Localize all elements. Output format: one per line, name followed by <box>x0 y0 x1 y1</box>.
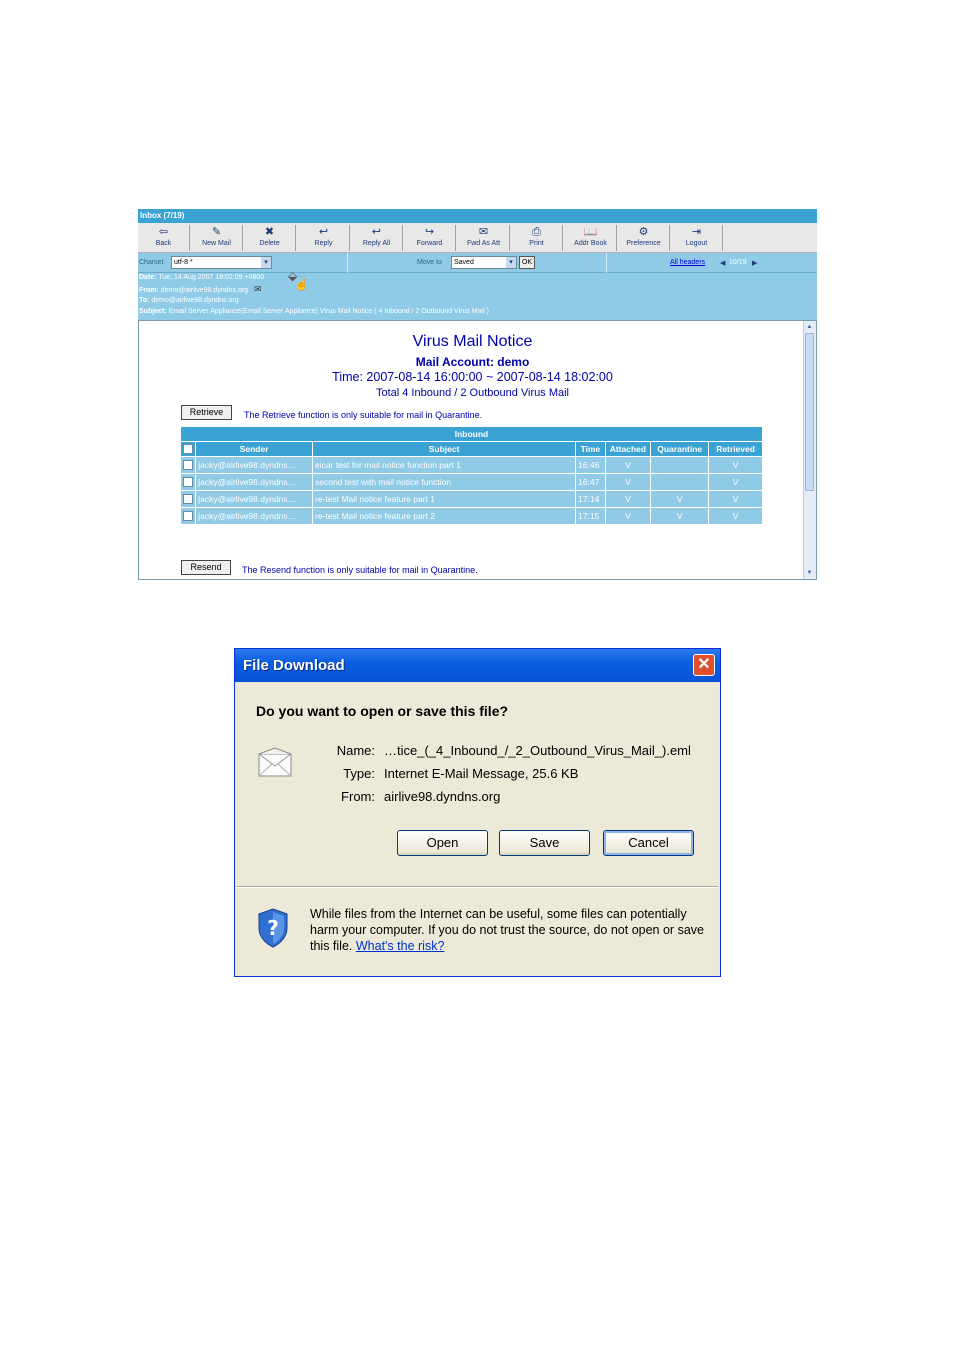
mail-account: Mail Account: demo <box>415 355 530 369</box>
cell-time: 16:47 <box>576 474 605 491</box>
cell-attached: V <box>605 508 651 525</box>
select-all-checkbox[interactable] <box>181 442 196 457</box>
new-mail-button[interactable]: ✎ New Mail <box>191 225 243 251</box>
forward-button[interactable]: ↪ Forward <box>404 225 456 251</box>
chevron-down-icon: ▾ <box>261 257 271 268</box>
cell-sender: jacky@airlive98.dyndns.... <box>196 508 313 525</box>
print-icon: ⎙ <box>532 226 541 238</box>
resend-button[interactable]: Resend <box>181 560 231 575</box>
divider <box>237 886 718 888</box>
dialog-titlebar <box>235 649 720 682</box>
cell-retrieved: V <box>709 457 763 474</box>
security-warning: While files from the Internet can be useful, some files can potentially harm your computer. If you do not trust the source, do not open or save this file. What's the risk? <box>310 907 704 953</box>
scroll-down-icon[interactable]: ▼ <box>806 570 813 576</box>
cell-attached: V <box>605 491 651 508</box>
forward-icon: ↪ <box>424 226 435 238</box>
table-row <box>181 508 763 525</box>
new-mail-icon: ✎ <box>211 226 222 238</box>
move-ok-button[interactable]: OK <box>519 256 535 269</box>
header-to: demo@airlive98.dyndns.org <box>151 297 239 305</box>
col-subject: Subject <box>313 442 576 457</box>
cell-quarantine: V <box>651 491 709 508</box>
cell-sender: jacky@airlive98.dyndns.... <box>196 474 313 491</box>
charset-label: Charset <box>139 259 164 266</box>
col-retrieved: Retrieved <box>709 442 763 457</box>
file-type: Internet E-Mail Message, 25.6 KB <box>384 766 579 781</box>
reply-all-icon: ↩ <box>371 226 382 238</box>
reply-icon: ↩ <box>318 226 329 238</box>
move-to-select[interactable]: Saved ▾ <box>451 256 517 269</box>
table-row <box>181 474 763 491</box>
header-date: Tue, 14 Aug 2007 18:02:09 +0800 <box>158 274 265 281</box>
message-headers: Date: Tue, 14 Aug 2007 18:02:09 +0800 ⬙ ☝ From: demo@airlive98.dyndns.org ✉ To: demo@airlive98.dyndns.org Subject: Email Server Appliance(Email Server Appliance) Virus Mail Notice ( 4 Inbound / 2 Outbound Virus Mail ) <box>138 273 817 320</box>
prev-page-icon[interactable]: ◀ <box>720 260 726 267</box>
row-checkbox[interactable] <box>181 457 196 474</box>
row-checkbox[interactable] <box>181 491 196 508</box>
mail-toolbar <box>138 223 817 253</box>
cell-subject[interactable]: re-test Mail notice feature part 2 <box>313 508 576 525</box>
close-icon[interactable]: ✕ <box>693 654 715 676</box>
cell-attached: V <box>605 474 651 491</box>
cell-retrieved: V <box>709 474 763 491</box>
notice-total: Total 4 Inbound / 2 Outbound Virus Mail <box>375 387 570 399</box>
delete-icon: ✖ <box>264 226 275 238</box>
options-bar <box>138 253 817 273</box>
back-arrow-icon: ⇦ <box>158 226 169 238</box>
save-button[interactable]: Save <box>499 830 590 856</box>
reply-button[interactable]: ↩ Reply <box>298 225 350 251</box>
col-sender: Sender <box>196 442 313 457</box>
addr-book-button[interactable]: 📖 Addr Book <box>565 225 617 251</box>
logout-button[interactable]: ⇥ Logout <box>671 225 723 251</box>
file-download-dialog <box>234 648 721 977</box>
forward-attachment-icon: ✉ <box>478 226 489 238</box>
delete-button[interactable]: ✖ Delete <box>244 225 296 251</box>
hand-cursor-icon: ☝ <box>294 277 309 291</box>
webmail-window <box>138 209 817 580</box>
cell-sender: jacky@airlive98.dyndns.... <box>196 491 313 508</box>
chevron-down-icon: ▾ <box>506 257 516 268</box>
type-label: Type: <box>343 766 375 781</box>
svg-text:?: ? <box>267 916 279 940</box>
cell-retrieved: V <box>709 508 763 525</box>
cell-quarantine <box>651 457 709 474</box>
cancel-button[interactable]: Cancel <box>603 830 694 856</box>
dialog-question: Do you want to open or save this file? <box>256 703 509 719</box>
fwd-as-att-button[interactable]: ✉ Fwd As Att <box>458 225 510 251</box>
header-from: demo@airlive98.dyndns.org <box>160 286 249 294</box>
print-button[interactable]: ⎙ Print <box>511 225 563 251</box>
from-label: From: <box>341 789 375 804</box>
security-shield-icon <box>257 908 289 948</box>
all-headers-link[interactable]: All headers <box>670 259 706 266</box>
col-attached: Attached <box>605 442 651 457</box>
charset-select[interactable]: utf-8 * ▾ <box>171 256 272 269</box>
cell-attached: V <box>605 457 651 474</box>
vertical-scrollbar[interactable] <box>803 321 816 579</box>
message-body <box>138 320 817 580</box>
file-name: …tice_(_4_Inbound_/_2_Outbound_Virus_Mail_).eml <box>384 743 691 758</box>
cell-retrieved: V <box>709 491 763 508</box>
header-subject: Email Server Appliance(Email Server Appliance) Virus Mail Notice ( 4 Inbound / 2 Outbound Virus Mail ) <box>168 307 489 315</box>
cell-time: 16:46 <box>576 457 605 474</box>
logout-icon: ⇥ <box>691 226 702 238</box>
cell-quarantine: V <box>651 508 709 525</box>
row-checkbox[interactable] <box>181 508 196 525</box>
file-source: airlive98.dyndns.org <box>384 789 501 804</box>
address-book-icon: 📖 <box>583 226 598 238</box>
preference-icon: ⚙ <box>638 226 649 238</box>
next-page-icon[interactable]: ▶ <box>752 260 758 267</box>
add-contact-icon[interactable]: ✉ <box>254 283 262 294</box>
attachment-icon[interactable]: ⬙ <box>288 269 298 283</box>
cell-time: 17:14 <box>576 491 605 508</box>
scroll-up-icon[interactable]: ▲ <box>806 324 813 330</box>
cell-quarantine <box>651 474 709 491</box>
page-indicator: 10/19 <box>729 259 747 266</box>
back-button[interactable]: ⇦ Back <box>138 225 190 251</box>
open-button[interactable]: Open <box>397 830 488 856</box>
notice-time: Time: 2007-08-14 16:00:00 ~ 2007-08-14 18:02:00 <box>332 370 613 384</box>
resend-note: The Resend function is only suitable for mail in Quarantine. <box>242 565 478 575</box>
notice-title: Virus Mail Notice <box>412 333 533 350</box>
move-to-label: Move to <box>417 259 442 266</box>
name-label: Name: <box>336 743 375 758</box>
table-caption: Inbound <box>181 427 763 442</box>
table-row <box>181 457 763 474</box>
inbox-title: Inbox (7/19) <box>138 209 817 223</box>
cell-subject[interactable]: re-test Mail notice feature part 1 <box>313 491 576 508</box>
col-quarantine: Quarantine <box>651 442 709 457</box>
table-row <box>181 491 763 508</box>
cell-subject[interactable]: second test with mail notice function <box>313 474 576 491</box>
scroll-thumb[interactable] <box>805 333 814 491</box>
cell-subject[interactable]: eicar test for mail notice function part 1 <box>313 457 576 474</box>
retrieve-note: The Retrieve function is only suitable for mail in Quarantine. <box>244 410 483 420</box>
row-checkbox[interactable] <box>181 474 196 491</box>
reply-all-button[interactable]: ↩ Reply All <box>351 225 403 251</box>
cell-sender: jacky@airlive98.dyndns.... <box>196 457 313 474</box>
email-file-icon <box>258 746 292 777</box>
col-time: Time <box>576 442 605 457</box>
cell-time: 17:15 <box>576 508 605 525</box>
retrieve-button[interactable]: Retrieve <box>181 405 232 420</box>
preference-button[interactable]: ⚙ Preference <box>618 225 670 251</box>
whats-the-risk-link[interactable]: What's the risk? <box>355 939 445 953</box>
inbound-table <box>180 426 763 525</box>
dialog-title: File Download <box>243 657 345 674</box>
